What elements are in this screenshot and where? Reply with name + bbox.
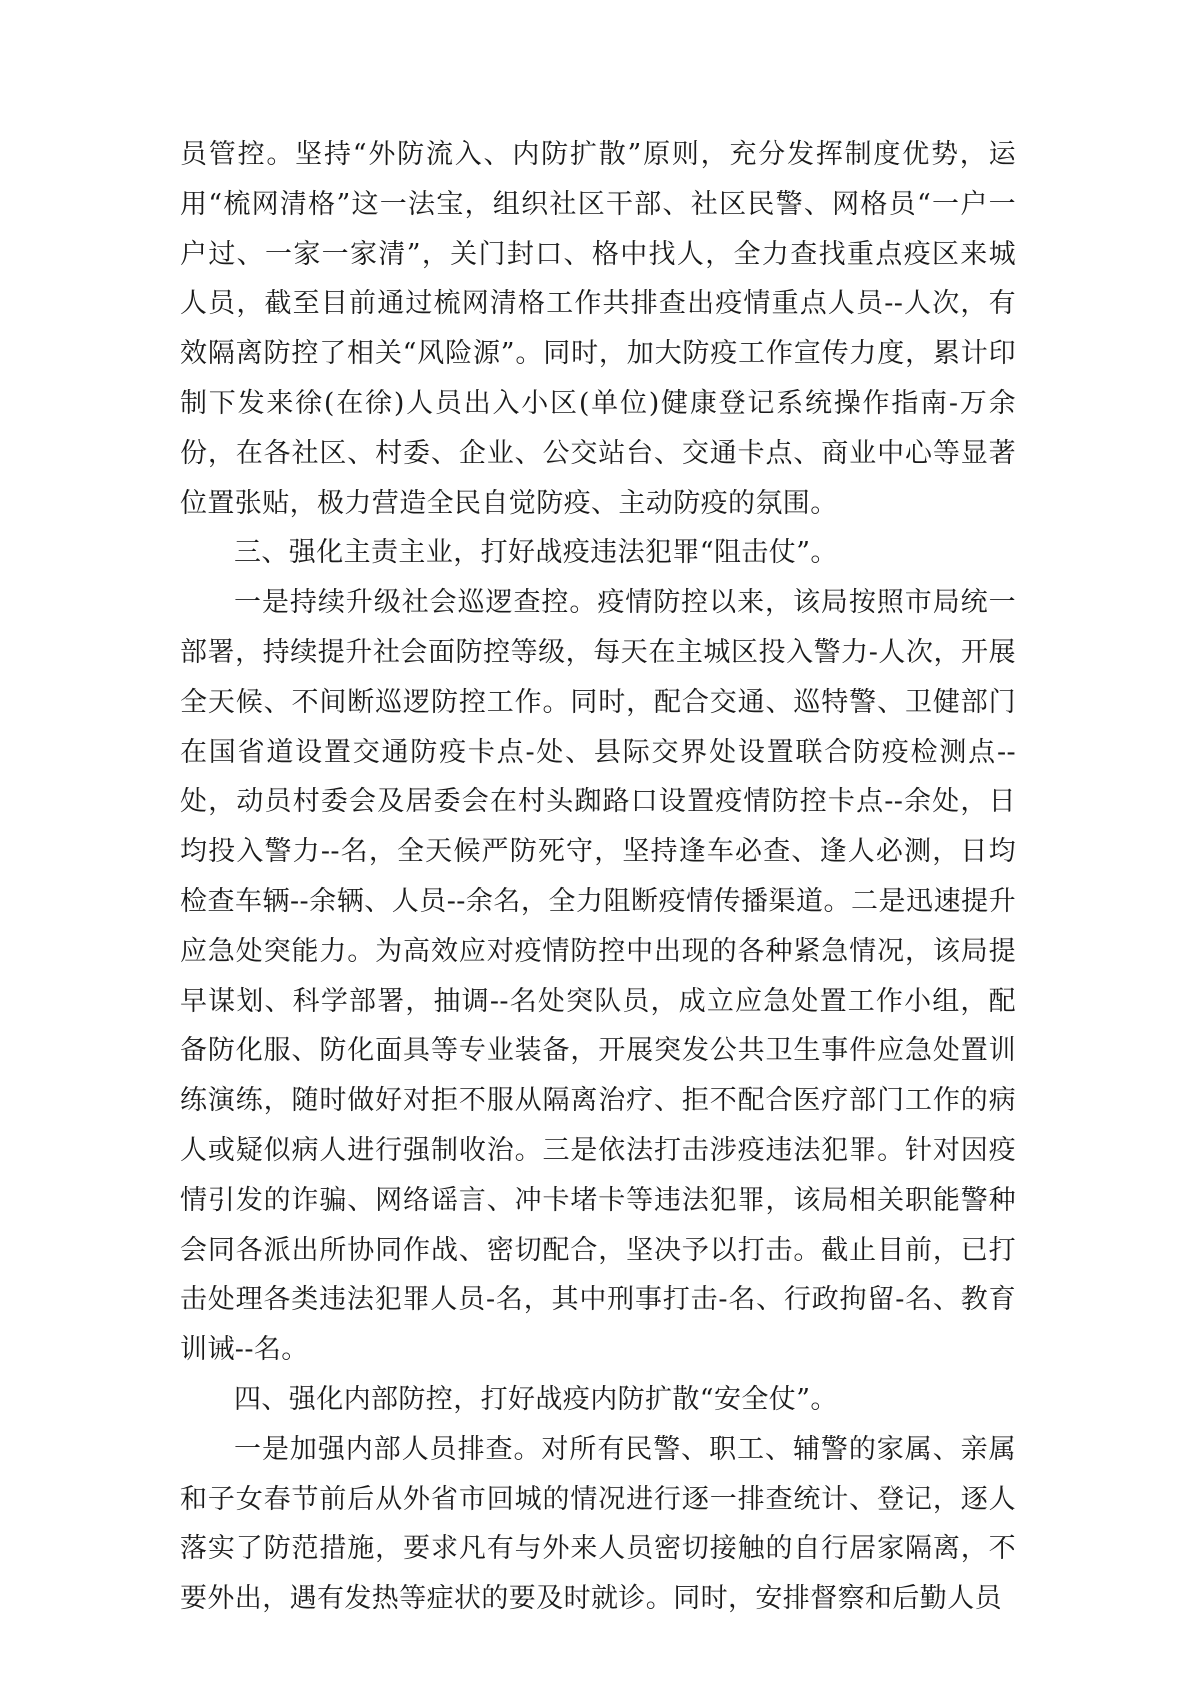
- paragraph-section-4: 一是加强内部人员排查。对所有民警、职工、辅警的家属、亲属和子女春节前后从外省市回城的情况进行逐一排查统计、登记，逐人落实了防范措施，要求凡有与外来人员密切接触的自行居家隔离，不要外出，遇有发热等症状的要及时就诊。同时，安排督察和后勤人员: [180, 1433, 1016, 1615]
- document-body: [180, 130, 1016, 1624]
- paragraph-section-3: 一是持续升级社会巡逻查控。疫情防控以来，该局按照市局统一部署，持续提升社会面防控等级，每天在主城区投入警力-人次，开展全天候、不间断巡逻防控工作。同时，配合交通、巡特警、卫健部门在国省道设置交通防疫卡点-处、县际交界处设置联合防疫检测点--处，动员村委会及居委会在村头踟路口设置疫情防控卡点--余处，日均投入警力--名，全天候严防死守，坚持逢车必查、逢人必测，日均检查车辆--余辆、人员--余名，全力阻断疫情传播渠道。二是迅速提升应急处突能力。为高效应对疫情防控中出现的各种紧急情况，该局提早谋划、科学部署，抽调--名处突队员，成立应急处置工作小组，配备防化服、防化面具等专业装备，开展突发公共卫生事件应急处置训练演练，随时做好对拒不服从隔离治疗、拒不配合医疗部门工作的病人或疑似病人进行强制收治。三是依法打击涉疫违法犯罪。针对因疫情引发的诈骗、网络谣言、冲卡堵卡等违法犯罪，该局相关职能警种会同各派出所协同作战、密切配合，坚决予以打击。截止目前，已打击处理各类违法犯罪人员-名，其中刑事打击-名、行政拘留-名、教育训诫--名。: [180, 587, 1016, 1366]
- section-heading-3: 三、强化主责主业，打好战疫违法犯罪“阻击仗”。: [234, 537, 838, 569]
- paragraph-continuation: 员管控。坚持“外防流入、内防扩散”原则，充分发挥制度优势，运用“梳网清格”这一法宝，组织社区干部、社区民警、网格员“一户一户过、一家一家清”，关门封口、格中找人，全力查找重点疫区来城人员，截至目前通过梳网清格工作共排查出疫情重点人员--人次，有效隔离防控了相关“风险源”。同时，加大防疫工作宣传力度，累计印制下发来徐(在徐)人员出入小区(单位)健康登记系统操作指南-万余份，在各社区、村委、企业、公交站台、交通卡点、商业中心等显著位置张贴，极力营造全民自觉防疫、主动防疫的氛围。: [180, 139, 1016, 519]
- section-heading-4: 四、强化内部防控，打好战疫内防扩散“安全仗”。: [234, 1383, 838, 1415]
